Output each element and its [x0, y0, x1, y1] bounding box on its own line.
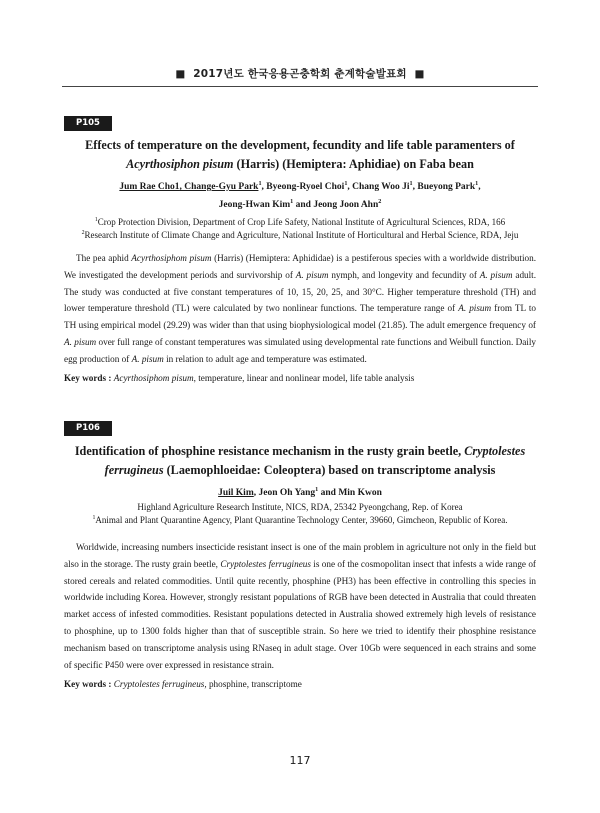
p105-author-sup: 1 — [258, 180, 262, 187]
p105-abstract-text: adult. The study was conducted at five constant temperatures of 10, 15, 20, 25, and 30°C. Higher temperature threshold (TH) and lower temperature threshold (TL) were calculated by two nonlinear functions. The temperature range of — [64, 269, 537, 314]
p106-title-rest: (Laemophloeidae: Coleoptera) based on transcriptome analysis — [163, 463, 496, 477]
p105-title-line1: Effects of temperature on the development, fecundity and life table paramenters of — [85, 138, 515, 152]
p106-title — [64, 442, 536, 480]
conference-header — [0, 66, 600, 81]
p105-title-species: Acyrthosiphon pisum — [126, 157, 234, 171]
p106-author: Juil Kim — [218, 488, 254, 498]
p105-abstract-text: The pea aphid — [76, 253, 132, 263]
p105-species-name: A. pisum — [295, 269, 329, 280]
p105-authors-line1 — [119, 182, 480, 192]
p105-author-sup: 1 — [409, 180, 413, 187]
p105-author-sup: 1 — [344, 180, 348, 187]
header-square-icon: ■ — [175, 68, 186, 80]
poster-tag-p105: P105 — [64, 116, 112, 131]
p106-affiliations — [64, 501, 536, 527]
p105-abstract-text: (Harris) (Hemiptera: Aphididae) is a pestiferous species with a worldwide distribution. We investigated the development periods and survivorship of — [64, 253, 536, 280]
p105-author: , Byeong-Ryoel Choi — [261, 182, 345, 192]
p105-affiliation-sup: 2 — [81, 230, 85, 236]
p105-author-sup: 1 — [475, 180, 479, 187]
p105-affiliation-line — [64, 229, 536, 242]
p106-author: and Min Kwon — [318, 488, 382, 498]
p105-author: , — [478, 182, 481, 192]
p105-affiliation-sup: 1 — [94, 217, 98, 223]
p105-abstract — [64, 250, 536, 368]
p106-abstract-text: Worldwide, increasing numbers insecticide resistant insect is one of the main problem in agriculture not only in the field but also in the storage. The rusty grain beetle, — [64, 542, 536, 569]
conference-title: 2017년도 한국응용곤충학회 춘계학술발표회 — [193, 68, 407, 80]
page-number: 117 — [289, 754, 311, 767]
p105-keywords-label: Key words : — [64, 373, 114, 383]
p105-keywords-species: Acyrthosiphom pisum — [113, 373, 194, 383]
p106-title-line1: Identification of phosphine resistance mechanism in the rusty grain beetle, — [74, 444, 465, 458]
header-square-icon: ■ — [414, 68, 425, 80]
p105-affiliation-text: Crop Protection Division, Department of Crop Life Safety, National Institute of Agricultural Sciences, RDA, 166 — [97, 217, 506, 227]
p105-abstract-text: over full range of constant temperatures was simulated using developmental rate functions and Weibull function. Daily egg production of — [64, 336, 537, 364]
p105-abstract-text: from TL to TH using empirical model (29.29) was wider than that using biophysiological model (21.85). The adult emergence frequency of — [64, 303, 536, 331]
p105-keywords — [64, 371, 536, 385]
p106-keywords — [64, 677, 536, 691]
p105-species-name: A. pisum — [131, 353, 164, 364]
p106-keywords-label: Key words : — [64, 679, 114, 689]
p106-affiliation-line — [64, 501, 536, 514]
p106-affiliation-line — [64, 514, 536, 527]
p105-species-name: A. pisum — [458, 303, 492, 314]
p106-abstract-text: is one of the cosmopolitan insect that infests a wide range of stored cereals and related commodities. Until quite recently, phosphine (PH3) has been effective in controlling this species in worldwide including Korea. However, strongly resistant populations of RGB have been detected in Australia that could threaten market access of infested commodities. Resistant populations detected in Australia showed extremely high levels of resistance to phosphine, up to 1300 folds higher than that of susceptible strain. So here we tried to identify their phosphine resistance mechanism based on transcriptome analysis using RNaseq in adult stage. Over 10Gb were sequenced in each strains and some of specific P450 were over expressed in resistance strain. — [64, 558, 536, 670]
p105-author-sup: 1 — [290, 198, 294, 205]
p105-title — [64, 136, 536, 174]
p105-affiliations — [64, 216, 536, 242]
p105-species-name: Acyrthosiphom pisum — [131, 253, 212, 263]
p105-species-name: A. pisum — [64, 336, 97, 347]
p105-author: and Jeong Joon Ahn — [293, 200, 379, 210]
p106-affiliation-sup: 1 — [92, 515, 96, 521]
header-rule — [62, 86, 538, 87]
p106-abstract — [64, 539, 536, 673]
p106-title-genus: Cryptolestes — [464, 444, 526, 458]
p106-author-sup: 1 — [315, 486, 319, 493]
p106-title-species: ferrugineus — [104, 463, 164, 477]
p105-author: , Bueyong Park — [412, 182, 476, 192]
p105-affiliation-text: Research Institute of Climate Change and Agriculture, National Institute of Horticultural and Herbal Science, RDA, Jeju — [84, 230, 519, 240]
p105-author: , Change-Gyu Park — [179, 182, 259, 192]
p105-author: Jeong-Hwan Kim — [218, 200, 291, 210]
p105-affiliation-line — [64, 216, 536, 229]
p105-abstract-text: in relation to adult age and temperature was estimated. — [163, 353, 367, 364]
p106-species-name: Cryptolestes ferrugineus — [220, 558, 311, 569]
p105-keywords-rest: , temperature, linear and nonlinear model, life table analysis — [193, 373, 415, 383]
p106-keywords-rest: phosphine, transcriptome — [206, 679, 302, 689]
p105-abstract-text: nymph, and longevity and fecundity of — [328, 269, 480, 280]
p105-author: Jum Rae Cho1 — [119, 182, 180, 192]
p105-title-rest: (Harris) (Hemiptera: Aphidiae) on Faba bean — [233, 157, 474, 171]
p105-authors-line2 — [219, 200, 382, 210]
p106-author: , Jeon Oh Yang — [253, 488, 316, 498]
poster-tag-p106: P106 — [64, 421, 112, 436]
p106-affiliation-text: Animal and Plant Quarantine Agency, Plant Quarantine Technology Center, 39660, Gimcheon, Republic of Korea. — [95, 515, 508, 525]
p106-affiliation-text: Highland Agriculture Research Institute, NICS, RDA, 25342 Pyeongchang, Rep. of Korea — [137, 502, 463, 512]
p106-keywords-species: Cryptolestes ferrugineus, — [113, 679, 207, 689]
p105-author-sup: 2 — [378, 198, 382, 205]
p105-species-name: A. pisum — [479, 269, 513, 280]
p106-authors — [64, 484, 536, 502]
p105-author: , Chang Woo Ji — [347, 182, 410, 192]
p105-authors — [64, 178, 536, 214]
